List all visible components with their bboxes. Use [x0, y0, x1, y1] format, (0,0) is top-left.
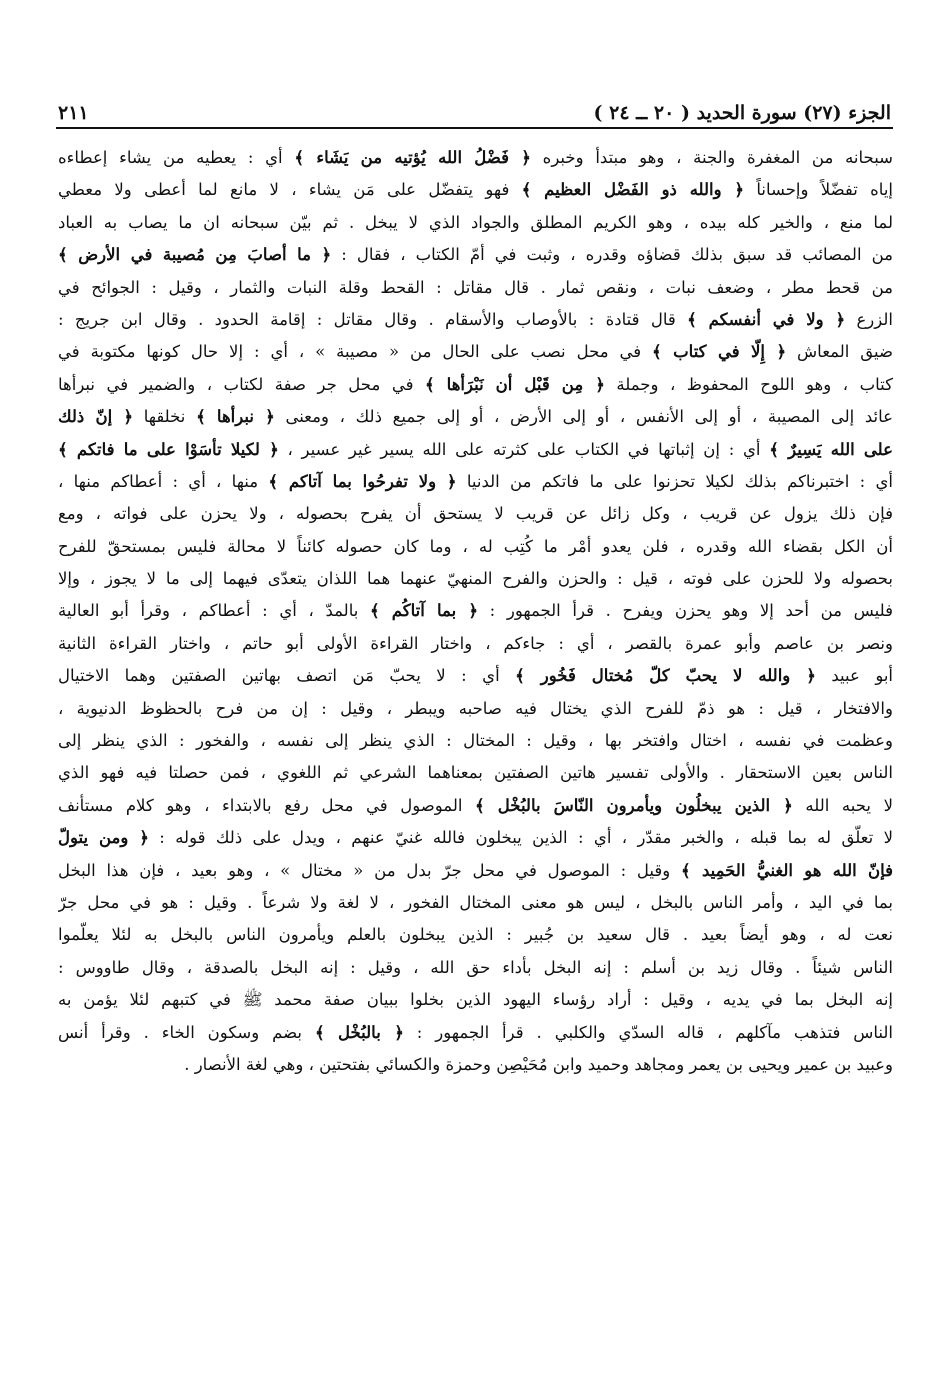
commentary-segment: أي : يعطيه من يشاء إعطاءه	[58, 148, 295, 167]
commentary-segment: في محل نصب على الحال من « مصيبة » ، أي : إلا حال كونها مكتوبة في	[58, 342, 653, 362]
commentary-segment: نعت له ، وهو أيضاً بعيد . قال سعيد بن جُبير : الذين يبخلون بالعلم ويأمرون الناس بالبخل به لئلا يعلّموا	[58, 925, 893, 945]
text-line	[58, 401, 893, 433]
commentary-segment: والافتخار ، قيل : هو ذمّ للفرح الذي يختال فيه صاحبه ويبطر ، وقيل : إن من فرح بالحظوظ الدنيوية ،	[58, 698, 893, 718]
commentary-segment: من المصائب قد سبق بذلك قضاؤه وقدره ، وثبت في أمّ الكتاب ، فقال :	[331, 245, 893, 265]
commentary-segment: أبو عبيد	[815, 666, 893, 686]
commentary-segment: فهو يتفضّل على مَن يشاء ، لا مانع لما أعطى ولا معطي	[58, 180, 522, 200]
text-line	[58, 207, 893, 239]
quran-quote: ﴿ إِلّا في كتاب ﴾	[652, 342, 787, 362]
text-line	[58, 984, 893, 1016]
commentary-segment: كتاب ، وهو اللوح المحفوظ ، وجملة	[604, 374, 893, 394]
commentary-segment: ونصر بن عاصم وأبو عمرة بالقصر ، أي : جاءكم ، واختار القراءة الأولى أبو حاتم ، واختار القراءة الثانية	[58, 633, 893, 653]
text-line	[58, 174, 893, 206]
commentary-segment: الناس فتذهب مآكلهم ، قاله السدّي والكلبي . قرأ الجمهور :	[403, 1022, 893, 1042]
commentary-segment: أي : اختبرناكم بذلك لكيلا تحزنوا على ما فاتكم من الدنيا	[456, 471, 893, 491]
commentary-segment: في محل جر صفة لكتاب ، والضمير في نبرأها	[58, 374, 425, 394]
text-line	[58, 336, 893, 368]
quran-quote: ﴿ مِن قَبْل أن نَبْرَأها ﴾	[424, 374, 605, 394]
text-line	[58, 693, 893, 725]
header-rule	[56, 127, 893, 129]
quran-quote: ﴿ نبرأها ﴾	[196, 407, 275, 427]
text-line	[58, 304, 893, 336]
commentary-segment: إياه تفضّلاً وإحساناً	[744, 180, 893, 200]
commentary-segment: من قحط مطر ، وضعف نبات ، ونقص ثمار . قال مقاتل : القحط وقلة النبات والثمار ، وقيل : الجوائح في	[58, 277, 893, 297]
quran-quote: ﴿ بما آتاكُم ﴾	[369, 601, 478, 621]
text-line	[58, 466, 893, 498]
commentary-segment: أي : لا يحبّ مَن اتصف بهاتين الصفتين وهما الاختيال	[58, 666, 516, 686]
text-line	[58, 239, 893, 271]
quran-quote: على الله يَسِيرٌ ﴾	[769, 439, 893, 459]
commentary-segment: بضم وسكون الخاء . وقرأ أنس	[58, 1022, 315, 1042]
commentary-segment: بالمدّ ، أي : أعطاكم ، وقرأ أبو العالية	[58, 601, 370, 621]
quran-quote: ﴿ الذين يبخلُون ويأمرون النّاسَ بالبُخْل ﴾	[475, 795, 793, 815]
commentary-segment: عائد إلى المصيبة ، أو إلى الأنفس ، أو إلى الأرض ، أو إلى جميع ذلك ، ومعنى	[274, 407, 893, 427]
quran-quote: ﴿ فَضْلُ الله يُؤتيه من يَشَاء ﴾	[294, 148, 531, 167]
commentary-segment: أن الكل بقضاء الله وقدره ، فلن يعدو أمْر ما كُتِب له ، وما كان حصوله كائناً لا محالة فليس بمستحقّ للفرح	[58, 536, 893, 556]
quran-quote: ﴿ والله لا يحبّ كلّ مُختال فَخُور ﴾	[515, 666, 816, 686]
text-line	[58, 369, 893, 401]
page-number: ٢١١	[58, 102, 89, 124]
quran-quote: ﴿ لكيلا تأسَوْا على ما فاتكم ﴾	[58, 439, 279, 459]
running-head	[58, 96, 891, 124]
text-line	[58, 1049, 893, 1081]
quran-quote: ﴿ ولا تفرحُوا بما آتاكم ﴾	[268, 471, 457, 491]
text-line	[58, 660, 893, 692]
commentary-segment: أي : إن إثباتها في الكتاب على كثرته على الله يسير غير عسير ،	[278, 439, 770, 459]
commentary-segment: فليس من أحد إلا وهو يحزن ويفرح . قرأ الجمهور :	[477, 601, 893, 621]
commentary-segment: بما في اليد ، وأمر الناس بالبخل ، ليس هو معنى المختال الفخور ، لا لغة ولا شرعاً . وقيل : هو في محل جرّ	[58, 892, 893, 912]
text-line	[58, 628, 893, 660]
commentary-text	[58, 142, 893, 1081]
commentary-segment: الناس شيئاً . وقال زيد بن أسلم : إنه البخل بأداء حق الله ، وقيل : إنه البخل بالصدقة ، وقال طاووس :	[58, 957, 893, 977]
text-line	[58, 434, 893, 466]
text-line	[58, 142, 893, 174]
text-line	[58, 272, 893, 304]
text-line	[58, 952, 893, 984]
commentary-segment: وقيل : الموصول في محل جرّ بدل من « مختال » ، وهو بعيد ، فإن هذا البخل	[58, 860, 682, 880]
commentary-segment: سبحانه من المغفرة والجنة ، وهو مبتدأ وخبره	[530, 148, 893, 167]
commentary-segment: وعظمت في نفسه ، اختال وافتخر بها ، وقيل : المختال : الذي ينظر إلى نفسه ، والفخور : الذي ينظر إلى	[58, 731, 893, 751]
text-line	[58, 531, 893, 563]
text-line	[58, 757, 893, 789]
commentary-segment: نخلقها	[133, 407, 197, 427]
text-line	[58, 498, 893, 530]
commentary-segment: وعبيد بن عمير ويحيى بن يعمر ومجاهد وحميد وابن مُحَيْصِن وحمزة والكسائي بفتحتين ، وهي لغة الأنصار .	[184, 1054, 893, 1074]
quran-quote: ﴿ إنّ ذلك	[58, 407, 134, 427]
commentary-segment: ضيق المعاش	[786, 342, 893, 362]
text-line	[58, 563, 893, 595]
quran-quote: ﴿ بالبُخْل ﴾	[314, 1022, 404, 1042]
commentary-segment: إنه البخل بما في يديه ، وقيل : أراد رؤساء اليهود الذين بخلوا ببيان صفة محمد ﷺ في كتبهم لئلا يؤمن به	[58, 990, 893, 1010]
text-line	[58, 919, 893, 951]
quran-quote: ﴿ والله ذو الفَضْل العظيم ﴾	[521, 180, 745, 200]
text-line	[58, 855, 893, 887]
commentary-segment: لا تعلّق له بما قبله ، والخبر مقدّر ، أي : الذين يبخلون فالله غنيّ عنهم ، ويدل على ذلك قوله :	[148, 828, 893, 848]
commentary-segment: بحصوله ولا للحزن على فوته ، قيل : والحزن والفرح المنهيّ عنهما هما اللذان يتعدّى فيهما إلى ما لا يجوز ، وإلا	[58, 569, 893, 589]
text-line	[58, 887, 893, 919]
commentary-segment: فإن ذلك يزول عن قريب ، وكل زائل عن قريب لا يستحق أن يفرح بحصوله ، ولا يحزن على فواته ، ومع	[58, 504, 893, 524]
commentary-segment: الموصول في محل رفع بالابتداء ، وهو كلام مستأنف	[58, 795, 476, 815]
quran-quote: فإنّ الله هو الغنيُّ الحَمِيد ﴾	[681, 860, 893, 880]
quran-quote: ﴿ ما أصابَ مِن مُصيبة في الأرض ﴾	[58, 245, 332, 265]
commentary-segment: الناس بعين الاستحقار . والأولى تفسير هاتين الصفتين بمعناهما الشرعي ثم اللغوي ، فمن حصلتا فيه فهو الذي	[58, 763, 893, 783]
quran-quote: ﴿ ومن يتولّ	[58, 828, 149, 848]
text-line	[58, 822, 893, 854]
commentary-segment: منها ، أي : أعطاكم منها ،	[58, 471, 269, 491]
text-line	[58, 595, 893, 627]
text-line	[58, 1017, 893, 1049]
commentary-segment: قال قتادة : بالأوصاب والأسقام . وقال مقاتل : إقامة الحدود . وقال ابن جريج :	[58, 309, 688, 329]
commentary-segment: الزرع	[845, 309, 893, 329]
text-line	[58, 790, 893, 822]
text-line	[58, 725, 893, 757]
commentary-segment: لا يحبه الله	[792, 795, 893, 815]
quran-quote: ﴿ ولا في أنفسكم ﴾	[687, 309, 846, 329]
surah-reference: الجزء (٢٧) سورة الحديد ( ٢٠ ــ ٢٤ )	[593, 102, 891, 124]
commentary-segment: لما منع ، والخير كله بيده ، وهو الكريم المطلق والجواد الذي لا يبخل . ثم بيّن سبحانه ان ما يصاب به العباد	[58, 212, 893, 232]
